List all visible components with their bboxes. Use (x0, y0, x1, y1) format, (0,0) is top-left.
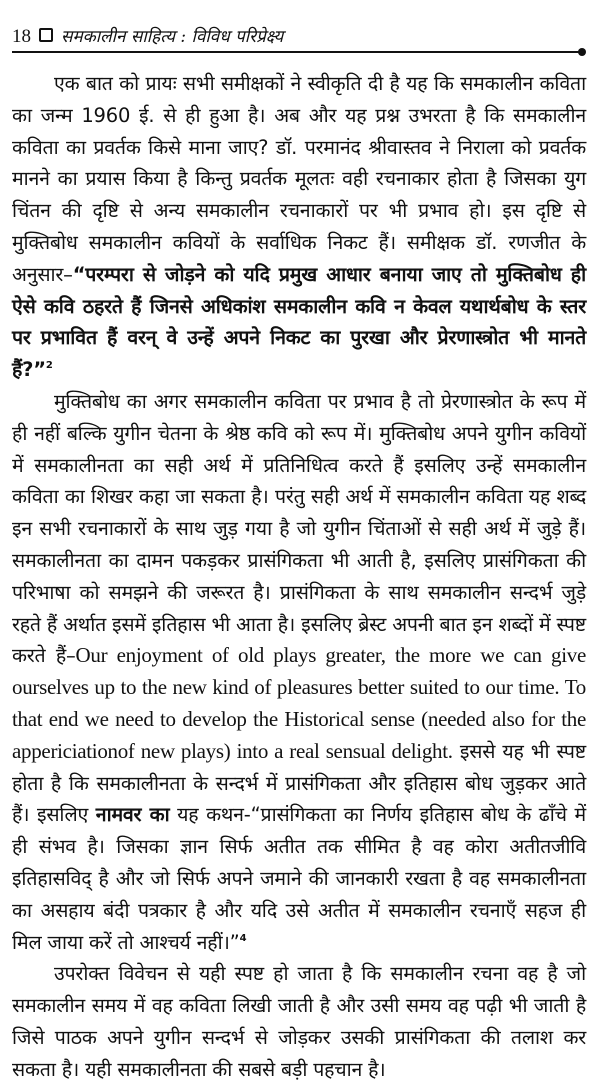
body-text (12, 68, 586, 1086)
page-number: 18 (12, 26, 31, 47)
namvar-name: नामवर का (95, 803, 170, 827)
paragraph-2-text: मुक्तिबोध का अगर समकालीन कविता पर प्रभाव है तो प्रेरणास्त्रोत के रूप में ही नहीं बल्कि युगीन चेतना के श्रेष्ठ कवि को रूप में। मुक्तिबोध अपने युगीन कवियों में समकालीनता का सही अर्थ में प्रतिनिधित्व करते हैं इसलिए उन्हें समकालीन कविता का शिखर कहा जा सकता है। परंतु सही अर्थ में समकालीन कविता यह शब्द इन सभी रचनाकारों के साथ जुड़ गया है जो युगीन चिंताओं से सही अर्थ में जुड़े हैं। समकालीनता का दामन पकड़कर प्रासंगिकता भी आती है, इसलिए प्रासंगिकता की परिभाषा को समझने की जरूरत है। प्रासंगिकता के साथ समकालीन सन्दर्भ जुड़े रहते हैं अर्थात इसमें इतिहास भी आता है। इसलिए ब्रेस्ट अपनी बात इन शब्दों में स्पष्ट करते हैं– (12, 389, 586, 668)
footnote-marker-4: 4 (239, 932, 247, 944)
paragraph-3 (12, 958, 586, 1085)
paragraph-2 (12, 386, 586, 958)
paragraph-3-text: उपरोक्त विवेचन से यही स्पष्ट हो जाता है कि समकालीन रचना वह है जो समकालीन समय में वह कविता लिखी जाती है और उसी समय वह पढ़ी भी जाती है जिसे पाठक अपने युगीन सन्दर्भ से जोड़कर उसकी प्रासंगिकता की तलाश कर सकता है। यही समकालीनता की सबसे बड़ी पहचान है। (12, 962, 586, 1081)
square-bullet-icon (39, 28, 53, 42)
paragraph-1-text: एक बात को प्रायः सभी समीक्षकों ने स्वीकृति दी है यह कि समकालीन कविता का जन्म 1960 ई. से ही हुआ है। अब और यह प्रश्न उभरता है कि समकालीन कविता का प्रवर्तक किसे माना जाए? डॉ. परमानंद श्रीवास्तव ने निराला को प्रवर्तक मानने का प्रयास किया है किन्तु प्रवर्तक मूलतः वही रचनाकार होता है जिसका युग चिंतन की दृष्टि से अन्य समकालीन रचनाकारों पर भी प्रभाव हो। इस दृष्टि से मुक्तिबोध समकालीन कवियों के सर्वाधिक निकट हैं। समीक्षक डॉ. रणजीत के अनुसार– (12, 72, 586, 286)
header-rule-end-dot (578, 48, 586, 56)
paragraph-2-continuation: इससे यह भी स्पष्ट होता है कि समकालीनता के सन्दर्भ में प्रासंगिकता और इतिहास बोध जुड़कर आते हैं। इसलिए (12, 739, 586, 827)
footnote-marker-2: 2 (45, 360, 53, 372)
brecht-english-quote: Our enjoyment of old plays greater, the more we can give ourselves up to the new kind of pleasures better suited to our time. To that end we need to develop the Historical sense (needed also for the appericiationof new plays) into a real sensual delight. (12, 643, 586, 763)
ranjit-quote: “परम्परा से जोड़ने को यदि प्रमुख आधार बनाया जाए तो मुक्तिबोध ही ऐसे कवि ठहरते हैं जिनसे अधिकांश समकालीन कवि न केवल यथार्थबोध के स्तर पर प्रभावित हैं वरन् वे उन्हें अपने निकट का पुरखा और प्रेरणास्त्रोत भी मानते हैं?” (12, 262, 586, 382)
running-header (12, 26, 587, 52)
paragraph-1 (12, 68, 586, 386)
namvar-quote: यह कथन-“प्रासंगिकता का निर्णय इतिहास बोध के ढाँचे में ही संभव है। जिसका ज्ञान सिर्फ अतीत तक सीमित है वह कोरा अतीतजीवि इतिहासविद् है और जो सिर्फ अपने जमाने की जानकारी रखता है वह समकालीनता का असहाय बंदी पत्रकार है और यदि उसे अतीत में समकालीन रचनाएँ सहज ही मिल जाया करें तो आश्चर्य नहीं।” (12, 803, 586, 954)
running-title: समकालीन साहित्य : विविध परिप्रेक्ष्य (61, 27, 284, 47)
header-rule (12, 51, 582, 53)
